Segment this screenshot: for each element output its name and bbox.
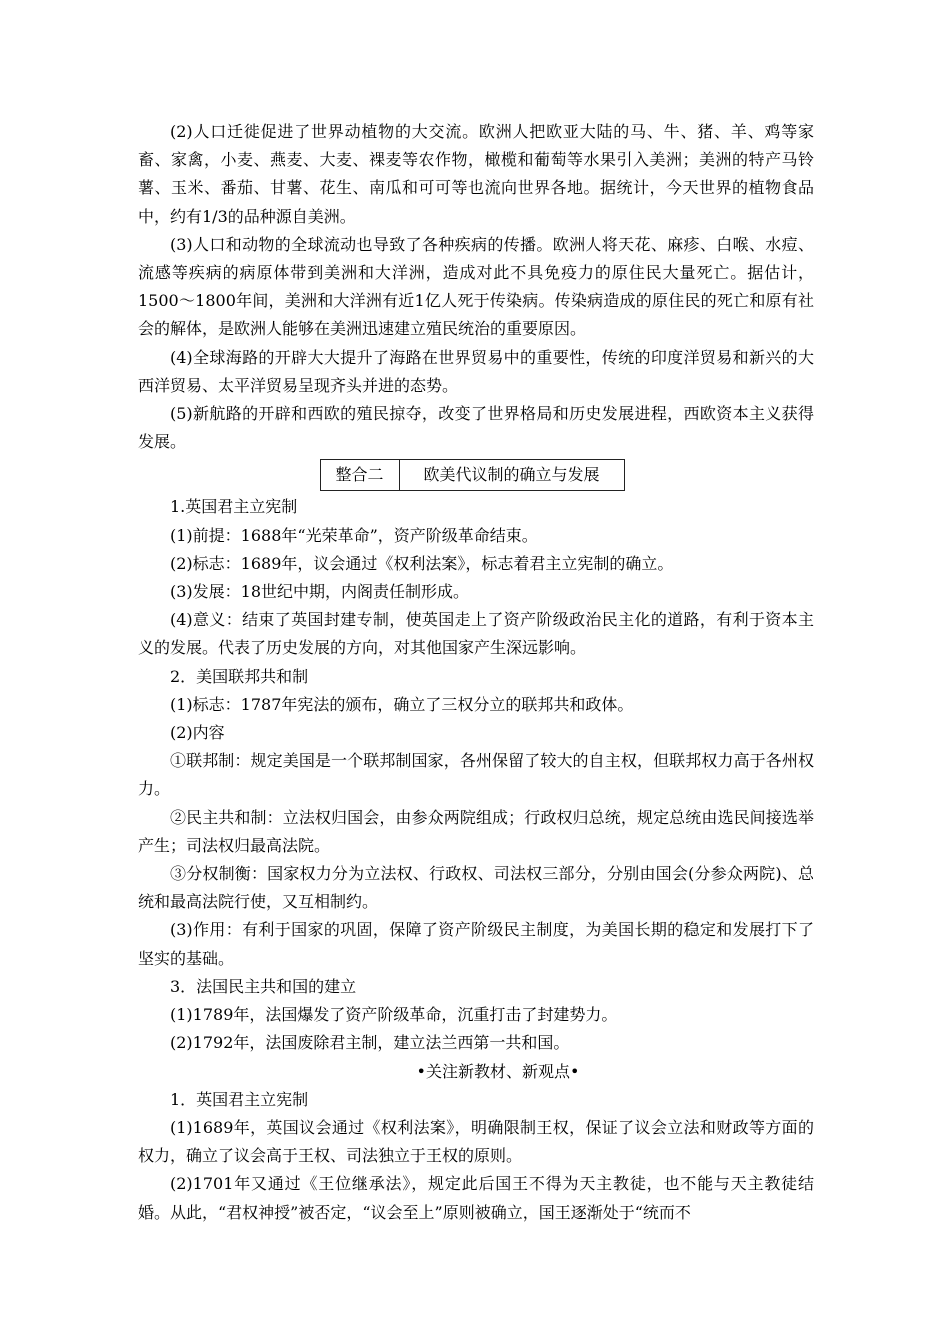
england-development: (3)发展：18世纪中期，内阁责任制形成。 [170, 582, 470, 602]
england-significance: (4)意义：结束了英国封建专制，使英国走上了资产阶级政治民主化的道路，有利于资本主义的发展。代表了历史发展的方向，对其他国家产生深远影响。 [138, 610, 814, 658]
usa-checks-balances: ③分权制衡：国家权力分为立法权、行政权、司法权三部分，分别由国会(分参众两院)、总统和最高法院行使，又互相制约。 [138, 864, 814, 912]
paragraph-world-pattern: (5)新航路的开辟和西欧的殖民掠夺，改变了世界格局和历史发展进程，西欧资本主义获得发展。 [138, 404, 814, 452]
section-label: 整合二 [320, 459, 399, 490]
section-title: 欧美代议制的确立与发展 [399, 459, 624, 490]
paragraph-disease-spread: (3)人口和动物的全球流动也导致了各种疾病的传播。欧洲人将天花、麻疹、白喉、水痘、流感等疾病的病原体带到美洲和大洋洲，造成对此不具免疫力的原住民大量死亡。据估计，1500～1800年间，美洲和大洋洲有近1亿人死于传染病。传染病造成的原住民的死亡和原有社会的解体，是欧洲人能够在美洲迅速建立殖民统治的重要原因。 [138, 234, 814, 339]
heading-england: 1.英国君主立宪制 [170, 497, 298, 517]
usa-content-label: (2)内容 [170, 723, 225, 743]
paragraph-trade-routes: (4)全球海路的开辟大大提升了海路在世界贸易中的重要性，传统的印度洋贸易和新兴的大西洋贸易、太平洋贸易呈现齐头并进的态势。 [138, 347, 814, 395]
focus-title: •关注新教材、新观点• [416, 1061, 580, 1081]
section-title-table [320, 459, 625, 491]
usa-effect: (3)作用：有利于国家的巩固，保障了资产阶级民主制度，为美国长期的稳定和发展打下了坚实的基础。 [138, 920, 814, 968]
usa-republic: ②民主共和制：立法权归国会，由参众两院组成；行政权归总统，规定总统由选民间接选举产生；司法权归最高法院。 [138, 807, 814, 855]
focus-bill-of-rights: (1)1689年，英国议会通过《权利法案》，明确限制王权，保证了议会立法和财政等方面的权力，确立了议会高于王权、司法独立于王权的原则。 [138, 1117, 814, 1166]
paragraph-species-exchange: (2)人口迁徙促进了世界动植物的大交流。欧洲人把欧亚大陆的马、牛、猪、羊、鸡等家畜、家禽，小麦、燕麦、大麦、裸麦等农作物，橄榄和葡萄等水果引入美洲；美洲的特产马铃薯、玉米、番茄、甘薯、花生、南瓜和可可等也流向世界各地。据统计，今天世界的植物食品中，约有1/3的品种源自美洲。 [138, 122, 814, 226]
focus-act-of-settlement: (2)1701年又通过《王位继承法》，规定此后国王不得为天主教徒，也不能与天主教徒结婚。从此，“君权神授”被否定，“议会至上”原则被确立，国王逐渐处于“统而不 [138, 1174, 814, 1222]
section-title-box [138, 456, 814, 493]
focus-heading: 1．英国君主立宪制 [170, 1089, 309, 1109]
england-sign: (2)标志：1689年，议会通过《权利法案》，标志着君主立宪制的确立。 [170, 553, 674, 573]
england-premise: (1)前提：1688年“光荣革命”，资产阶级革命结束。 [170, 525, 538, 545]
heading-usa: 2．美国联邦共和制 [170, 666, 309, 686]
france-republic: (2)1792年，法国废除君主制，建立法兰西第一共和国。 [170, 1033, 570, 1053]
usa-federalism: ①联邦制：规定美国是一个联邦制国家，各州保留了较大的自主权，但联邦权力高于各州权力。 [138, 751, 814, 799]
usa-sign: (1)标志：1787年宪法的颁布，确立了三权分立的联邦共和政体。 [170, 694, 634, 714]
text-column [138, 118, 814, 1227]
france-revolution: (1)1789年，法国爆发了资产阶级革命，沉重打击了封建势力。 [170, 1005, 618, 1025]
heading-france: 3．法国民主共和国的建立 [170, 976, 357, 996]
